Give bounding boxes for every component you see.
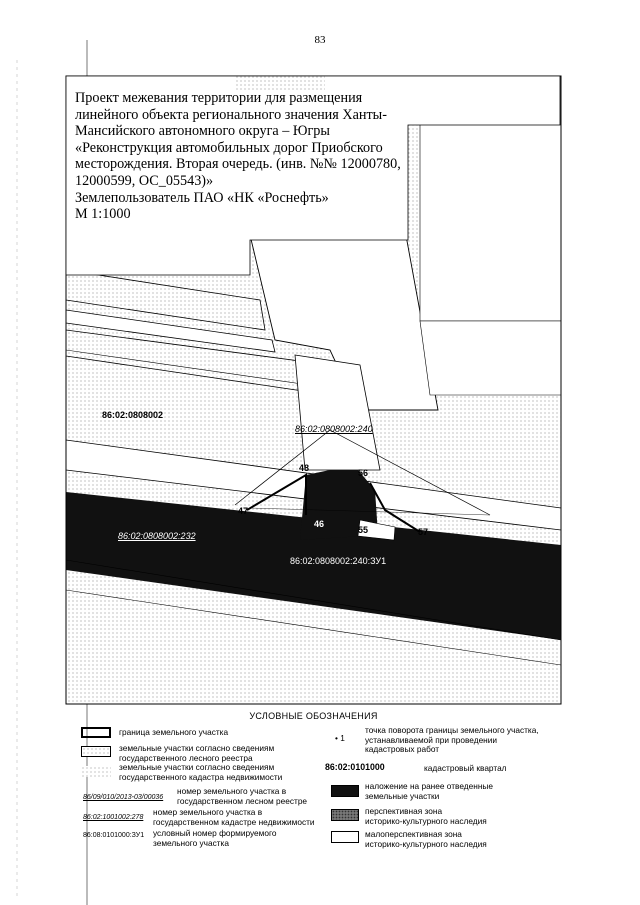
point-label-48: 48 <box>299 463 310 473</box>
legend-quarter-sample: 86:02:0101000 <box>325 762 385 772</box>
legend-cond-num: условный номер формируемого земельного участка <box>153 828 277 848</box>
point-label-46: 46 <box>314 519 325 529</box>
legend-cad-num: номер земельного участка в государственном кадастре недвижимости <box>153 807 315 827</box>
legend-forest-num: номер земельного участка в государственном лесном реестре <box>177 786 308 806</box>
legend-overlap: наложение на ранее отведенные земельные участки <box>365 781 493 801</box>
point-label-56: 56 <box>358 468 369 478</box>
parcel-label-240: 86:02:0808002:240 <box>295 424 373 434</box>
legend-low-perspective-swatch <box>331 831 359 843</box>
legend-forest: земельные участки согласно сведениям государственного лесного реестра <box>119 743 275 763</box>
legend-cond-num-sample: 86:08:0101000:ЗУ1 <box>83 832 145 839</box>
legend-point-sample-num: 1 <box>340 733 345 743</box>
legend-point: точка поворота границы земельного участка, устанавливаемой при проведении кадастровых работ <box>365 725 539 755</box>
quarter-label: 86:02:0808002 <box>102 410 164 420</box>
legend-perspective-swatch <box>331 809 359 821</box>
parcel-label-232: 86:02:0808002:232 <box>118 531 196 541</box>
parcel-white-right-2 <box>420 321 561 395</box>
point-label-47: 47 <box>238 506 249 516</box>
page-number: 83 <box>314 34 326 46</box>
legend-low-perspective: малоперспективная зона историко-культурного наследия <box>365 829 487 849</box>
point-label-55: 55 <box>358 525 369 535</box>
map-title: Проект межевания территории для размещения линейного объекта регионального значения Ханты- Мансийского автономного округа – Югры «Реконструкция автомобильных дорог Приобского месторождения. Вторая очередь. (инв. №№ 12000780, 12000599, ОС_05543)» Землепользователь ПАО «НК «Роснефть» М 1:1000 <box>75 90 401 223</box>
legend-cadastre-swatch <box>81 766 111 777</box>
legend-overlap-swatch <box>331 785 359 797</box>
legend-quarter: кадастровый квартал <box>424 763 507 773</box>
legend-cadastre: земельные участки согласно сведениям государственного кадастра недвижимости <box>119 762 283 782</box>
legend-point-sample: • 1 <box>335 733 345 743</box>
parcel-label-new: 86:02:0808002:240:ЗУ1 <box>290 556 387 566</box>
legend-boundary-swatch <box>81 727 111 738</box>
point-label-57: 57 <box>418 527 429 537</box>
legend-cad-num-sample: 86:02:1001002:278 <box>83 814 144 821</box>
legend-title: УСЛОВНЫЕ ОБОЗНАЧЕНИЯ <box>249 711 378 721</box>
legend-boundary: граница земельного участка <box>119 727 229 737</box>
legend-forest-num-sample: 86/09/010/2013-03/00036 <box>83 794 164 801</box>
legend-forest-swatch <box>81 746 111 757</box>
title-dotted-top <box>235 76 325 90</box>
legend-perspective: перспективная зона историко-культурного наследия <box>365 806 487 826</box>
legend <box>67 707 560 858</box>
